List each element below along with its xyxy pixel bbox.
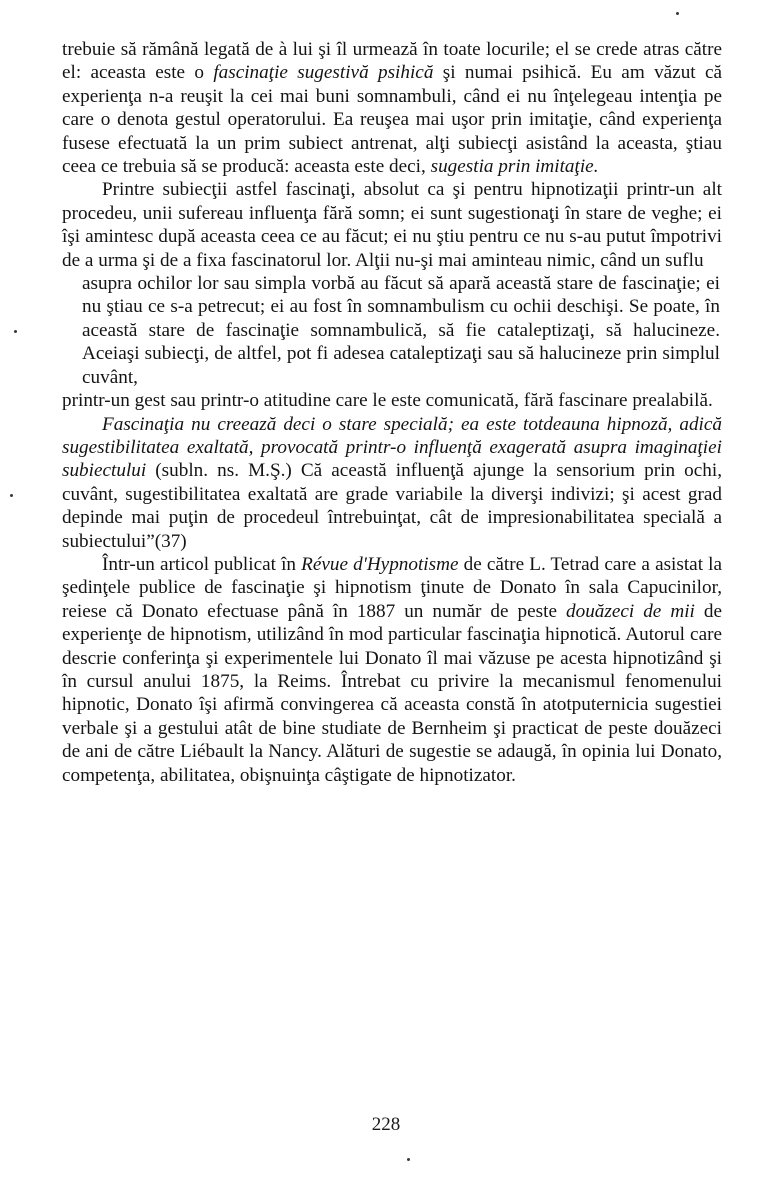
page-number: 228: [371, 1114, 401, 1135]
scan-speck: [407, 1158, 410, 1161]
p6-text-c: de experienţe de hipnotism, utilizând în mod particular fascinaţia hipnotică. Autorul care descrie conferinţa şi experimentele lui Donato îl mai văzuse pe acesta hipnotizând şi în cursul anului 1875, la Reims. Întrebat cu privire la mecanismul fenomenului hipnotic, Donato îşi afirmă convingerea că aceasta constă în atotputernicia sugestiei verbale şi a gestului atât de bine studiate de Bernheim şi practicat de peste douăzeci de ani de către Liébault la Nancy. Alături de sugestie se adaugă, în opinia lui Donato, competenţa, abilitatea, obişnuinţa câştigate de hipnotizator.: [62, 600, 722, 786]
p1-emphasis-b: sugestia prin imitaţie.: [430, 156, 599, 178]
p6-emphasis: douăzeci de mii: [566, 600, 695, 622]
scan-speck: [14, 330, 17, 333]
p6-journal-title: Révue d'Hypnotisme: [301, 553, 459, 575]
p1-text-a: trebuie să rămână legată de à lui şi îl urmează în toate locurile; el se crede atras către el: aceasta este o: [62, 39, 722, 84]
p1-emphasis-a: fascinaţie sugestivă psihică: [213, 62, 434, 84]
p5-emphasis: Fascinaţia nu creează deci o stare specială; ea este totdeauna hipnoză, adică sugestibilitatea exaltată, provocată printr-o influenţă exagerată asupra imaginaţiei subiectului: [62, 413, 722, 482]
paragraph-6: [62, 553, 722, 787]
page-body: [62, 38, 722, 787]
paragraph-4: printr-un gest sau printr-o atitudine care le este comunicată, fără fascinare prealabilă.: [62, 390, 713, 412]
paragraph-3-indented-block: asupra ochilor lor sau simpla vorbă au făcut să apară această stare de fascinaţie; ei nu ştiau ce s-a petrecut; ei au fost în somnambulism cu ochii deschişi. Se poate, în această stare de fascinaţie somnambulică, să fie cataleptizaţi, să halucineze. Aceiaşi subiecţi, de altfel, pot fi adesea cataleptizaţi sau să halucineze prin simplul cuvânt,: [82, 273, 720, 388]
paragraph-5: [62, 413, 722, 553]
scan-speck: [10, 494, 13, 497]
p6-text-a: Într-un articol publicat în: [102, 553, 302, 575]
paragraph-2: Printre subiecţii astfel fascinaţi, absolut ca şi pentru hipnotizaţii printr-un alt procedeu, unii sufereau influenţa fără somn; ei sunt sugestionaţi în stare de veghe; ei îşi amintesc după aceasta ceea ce au făcut; ei nu ştiu pentru ce nu s-au putut împotrivi de a urma şi de a fixa fascinatorul lor. Alţii nu-şi mai aminteau nimic, când un suflu: [62, 179, 722, 271]
p6-text-b: de către L. Tetrad care a asistat la şedinţele publice de fascinaţie şi hipnotism ţinute de Donato în sala Capucinilor, reiese că Donato efectuase până în 1887 un număr de peste: [62, 553, 723, 622]
p1-text-b: şi numai psihică. Eu am văzut că experienţa n-a reuşit la cei mai buni somnambuli, când ei nu înţelegeau intenţia pe care o denota gestul operatorului. Ea reuşea mai uşor prin imitaţie, când experienţa fusese efectuată la un prim subiect antrenat, alţi subiecţi asistând la aceasta, ştiau ceea ce trebuia să se producă: aceasta este deci,: [62, 62, 722, 178]
scan-speck: [676, 12, 679, 15]
paragraph-1: [62, 38, 722, 178]
p5-text: (subln. ns. M.Ş.) Că această influenţă ajunge la sensorium prin ochi, cuvânt, sugestibilitatea exaltată are grade variabile la diverşi indivizi; şi acest grad depinde mai puţin de procedeul întrebuinţat, cât de impresionabilitatea specială a subiectului”(37): [62, 460, 722, 552]
